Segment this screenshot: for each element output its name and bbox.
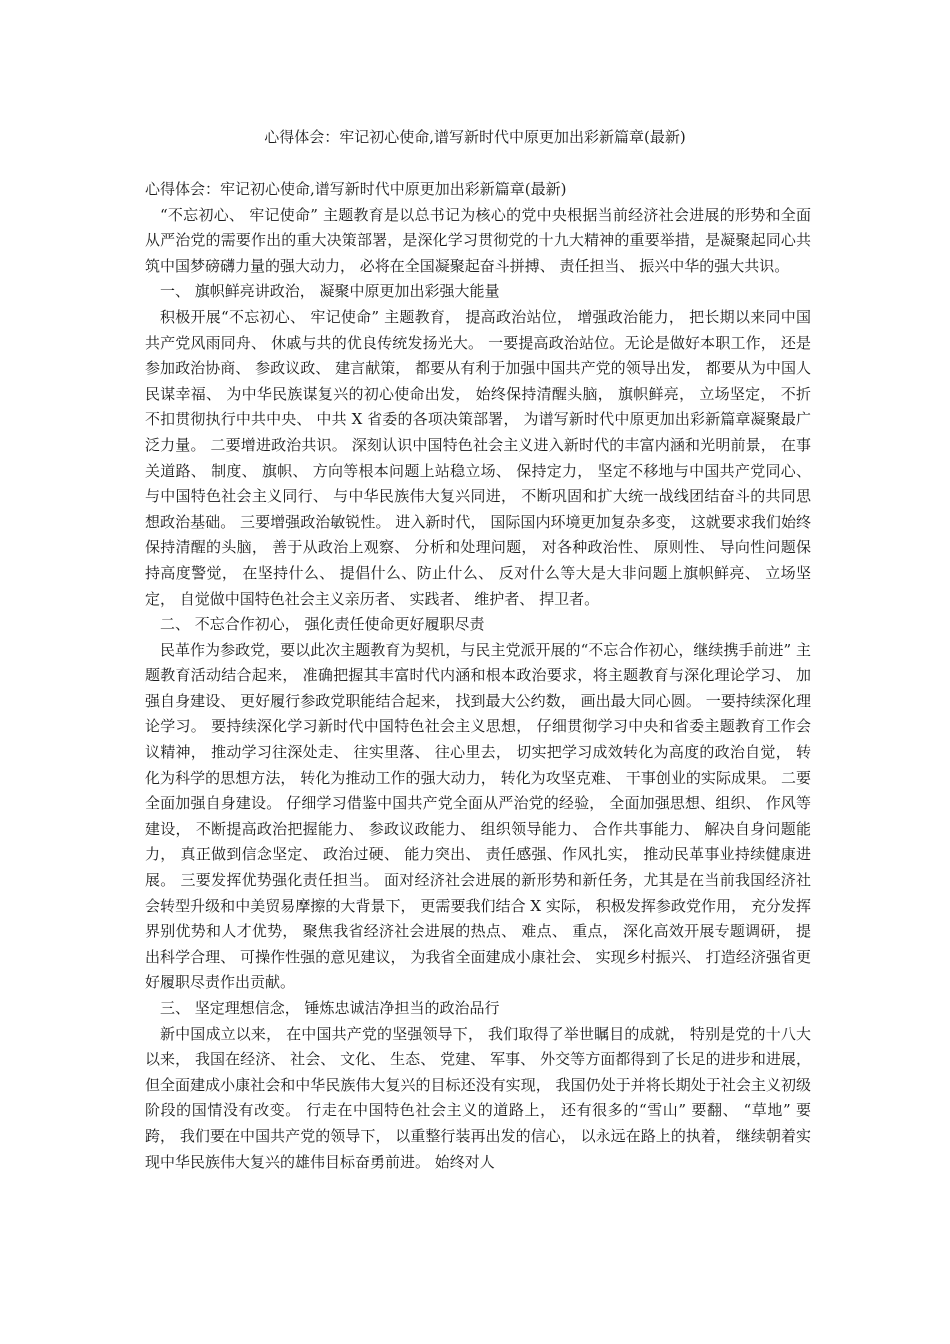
section-body-3: 新中国成立以来， 在中国共产党的坚强领导下， 我们取得了举世瞩目的成就， 特别是党的十八大以来， 我国在经济、 社会、 文化、 生态、 党建、 军事、 外交等方面都得到了长足的进步和进展，但全面建成小康社会和中华民族伟大复兴的目标还没有实现， 我国仍处于并将长期处于社会主义初级阶段的国情没有改变。 行走在中国特色社会主义的道路上， 还有很多的“雪山” 要翻、 “草地” 要跨， 我们要在中国共产党的领导下， 以重整行装再出发的信心， 以永远在路上的执着， 继续朝着实现中华民族伟大复兴的雄伟目标奋勇前进。 始终对人	[145, 1024, 811, 1171]
document-body	[145, 177, 811, 1175]
document-subtitle: 心得体会：牢记初心使命,谱写新时代中原更加出彩新篇章(最新)	[145, 180, 567, 198]
section-heading-3: 三、 坚定理想信念， 锤炼忠诚洁净担当的政治品行	[160, 999, 500, 1017]
document-title: 心得体会：牢记初心使命,谱写新时代中原更加出彩新篇章(最新)	[264, 128, 686, 146]
section-body-1: 积极开展“不忘初心、 牢记使命” 主题教育， 提高政治站位， 增强政治能力， 把长期以来同中国共产党风雨同舟、 休戚与共的优良传统发扬光大。 一要提高政治站位。无论是做好本职工作， 还是参加政治协商、 参政议政、 建言献策， 都要从有利于加强中国共产党的领导出发， 都要从为中国人民谋幸福、 为中华民族谋复兴的初心使命出发， 始终保持清醒头脑， 旗帜鲜亮， 立场坚定， 不折不扣贯彻执行中共中央、 中共 X 省委的各项决策部署， 为谱写新时代中原更加出彩新篇章凝聚最广泛力量。 二要增进政治共识。 深刻认识中国特色社会主义进入新时代的丰富内涵和光明前景， 在事关道路、 制度、 旗帜、 方向等根本问题上站稳立场、 保持定力， 坚定不移地与中国共产党同心、 与中国特色社会主义同行、 与中华民族伟大复兴同进， 不断巩固和扩大统一战线团结奋斗的共同思想政治基础。 三要增强政治敏锐性。 进入新时代， 国际国内环境更加复杂多变， 这就要求我们始终保持清醒的头脑， 善于从政治上观察、 分析和处理问题， 对各种政治性、 原则性、 导向性问题保持高度警觉， 在坚持什么、 提倡什么、防止什么、 反对什么等大是大非问题上旗帜鲜亮、 立场坚定， 自觉做中国特色社会主义亲历者、 实践者、 维护者、 捍卫者。	[145, 307, 811, 608]
section-heading-1: 一、 旗帜鲜亮讲政治， 凝聚中原更加出彩强大能量	[160, 282, 500, 301]
section-body-2: 民革作为参政党，要以此次主题教育为契机，与民主党派开展的“不忘合作初心，继续携手前进” 主题教育活动结合起来， 准确把握其丰富时代内涵和根本政治要求，将主题教育与深化理论学习、 加强自身建设、 更好履行参政党职能结合起来， 找到最大公约数， 画出最大同心圆。 一要持续深化理论学习。 要持续深化学习新时代中国特色社会主义思想， 仔细贯彻学习中央和省委主题教育工作会议精神， 推动学习往深处走、 往实里落、 往心里去， 切实把学习成效转化为高度的政治自觉， 转化为科学的思想方法， 转化为推动工作的强大动力， 转化为攻坚克难、 干事创业的实际成果。 二要全面加强自身建设。 仔细学习借鉴中国共产党全面从严治党的经验， 全面加强思想、组织、 作风等建设， 不断提高政治把握能力、 参政议政能力、 组织领导能力、 合作共事能力、 解决自身问题能力， 真正做到信念坚定、 政治过硬、 能力突出、 责任感强、作风扎实， 推动民革事业持续健康进展。 三要发挥优势强化责任担当。 面对经济社会进展的新形势和新任务，尤其是在当前我国经济社会转型升级和中美贸易摩擦的大背景下， 更需要我们结合 X 实际， 积极发挥参政党作用， 充分发挥界别优势和人才优势， 聚焦我省经济社会进展的热点、 难点、 重点， 深化高效开展专题调研， 提出科学合理、 可操作性强的意见建议， 为我省全面建成小康社会、 实现乡村振兴、 打造经济强省更好履职尽责作出贡献。	[145, 640, 811, 992]
intro-paragraph: “不忘初心、 牢记使命” 主题教育是以总书记为核心的党中央根据当前经济社会进展的形势和全面从严治党的需要作出的重大决策部署，是深化学习贯彻党的十九大精神的重要举措，是凝聚起同心共筑中国梦磅礴力量的强大动力， 必将在全国凝聚起奋斗拼搏、 责任担当、 振兴中华的强大共识。	[145, 205, 811, 275]
section-heading-2: 二、 不忘合作初心， 强化责任使命更好履职尽责	[160, 615, 485, 634]
